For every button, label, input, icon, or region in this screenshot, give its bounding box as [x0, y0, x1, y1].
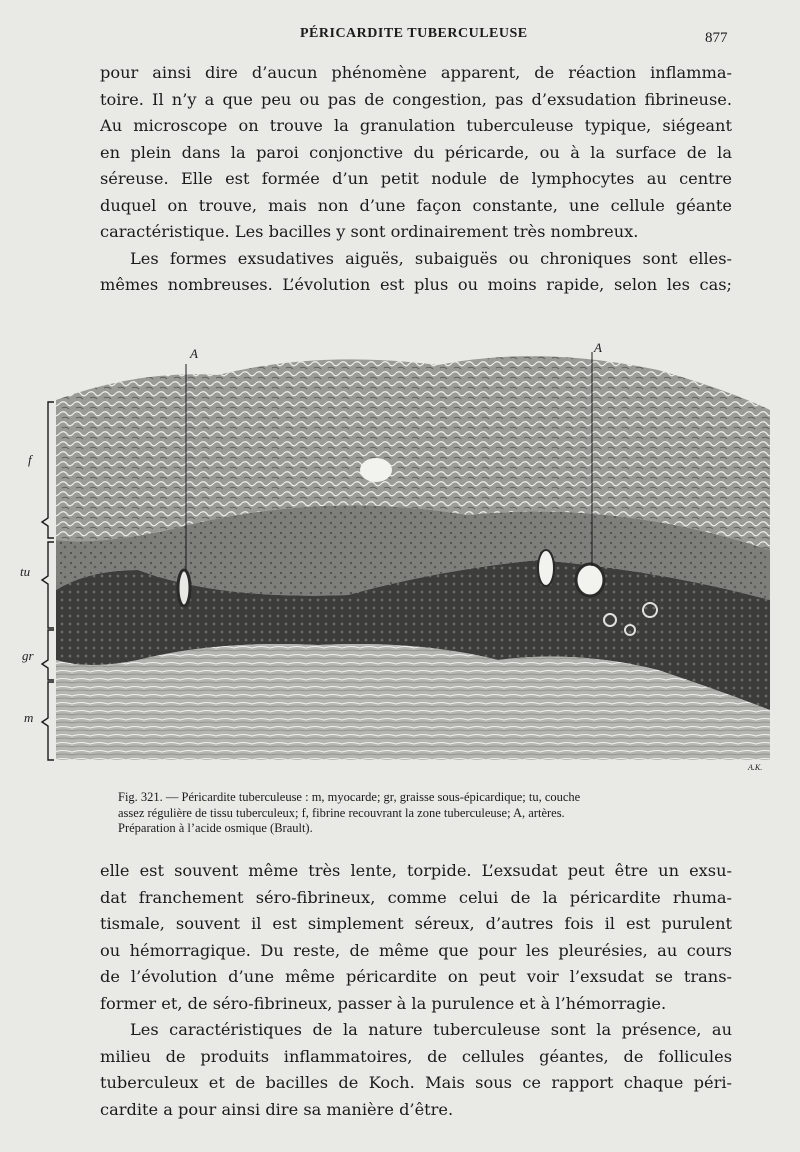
- text-line: mêmes nombreuses. L’évolution est plus ou moins rapide, selon les cas;: [100, 275, 732, 294]
- text-line: Au microscope on trouve la granulation tuberculeuse typique, siégeant: [100, 116, 732, 135]
- label-artery-a-right: A: [594, 340, 602, 355]
- paragraph-bottom: [100, 858, 732, 1123]
- text-line: ou hémorragique. Du reste, de même que pour les pleurésies, au cours: [100, 940, 732, 960]
- paragraph-top: [100, 60, 732, 299]
- label-artery-a-left: A: [190, 346, 198, 361]
- text-line: toire. Il n’y a que peu ou pas de congestion, pas d’exsudation fibrineuse.: [100, 89, 732, 109]
- text-line: cardite a pour ainsi dire sa manière d’être.: [100, 1099, 454, 1119]
- text-line: en plein dans la paroi conjonctive du péricarde, ou à la surface de la: [100, 142, 732, 162]
- text-line: former et, de séro-fibrineux, passer à la purulence et à l’hémorragie.: [100, 993, 667, 1013]
- label-gr: gr: [22, 648, 34, 663]
- label-f: f: [28, 452, 32, 467]
- histology-figure: [18, 340, 782, 780]
- label-m: m: [24, 710, 34, 725]
- text-line: Les formes exsudatives aiguës, subaiguës ou chroniques sont elles-: [130, 248, 732, 268]
- illustrator-signature: A.K.: [748, 763, 763, 772]
- caption-line: Préparation à l’acide osmique (Brault).: [118, 821, 313, 835]
- text-line: tismale, souvent il est simplement séreux, d’autres fois il est purulent: [100, 914, 732, 933]
- text-line: pour ainsi dire d’aucun phénomène apparent, de réaction inflamma-: [100, 63, 732, 82]
- running-title: PÉRICARDITE TUBERCULEUSE: [300, 26, 528, 41]
- page-number: 877: [705, 30, 728, 46]
- label-tu: tu: [20, 564, 31, 579]
- text-line: duquel on trouve, mais non d’une façon constante, une cellule géante: [100, 195, 732, 215]
- text-line: elle est souvent même très lente, torpide. L’exsudat peut être un exsu-: [100, 861, 732, 880]
- text-line: séreuse. Elle est formée d’un petit nodule de lymphocytes au centre: [100, 169, 732, 188]
- histology-illustration: [18, 340, 782, 780]
- text-line: Les caractéristiques de la nature tuberculeuse sont la présence, au: [130, 1020, 732, 1039]
- text-line: dat franchement séro-fibrineux, comme celui de la péricardite rhuma-: [100, 887, 732, 907]
- caption-line: assez régulière de tissu tuberculeux; f, fibrine recouvrant la zone tuberculeuse; A, artères.: [118, 805, 565, 820]
- text-line: de l’évolution d’une même péricardite on peut voir l’exsudat se trans-: [100, 967, 732, 986]
- caption-line: Fig. 321. — Péricardite tuberculeuse : m, myocarde; gr, graisse sous-épicardique; tu, couche: [118, 790, 581, 804]
- figure-caption: [118, 790, 730, 837]
- text-line: tuberculeux et de bacilles de Koch. Mais sous ce rapport chaque péri-: [100, 1073, 732, 1092]
- text-line: caractéristique. Les bacilles y sont ordinairement très nombreux.: [100, 222, 639, 241]
- text-line: milieu de produits inflammatoires, de cellules géantes, de follicules: [100, 1046, 732, 1066]
